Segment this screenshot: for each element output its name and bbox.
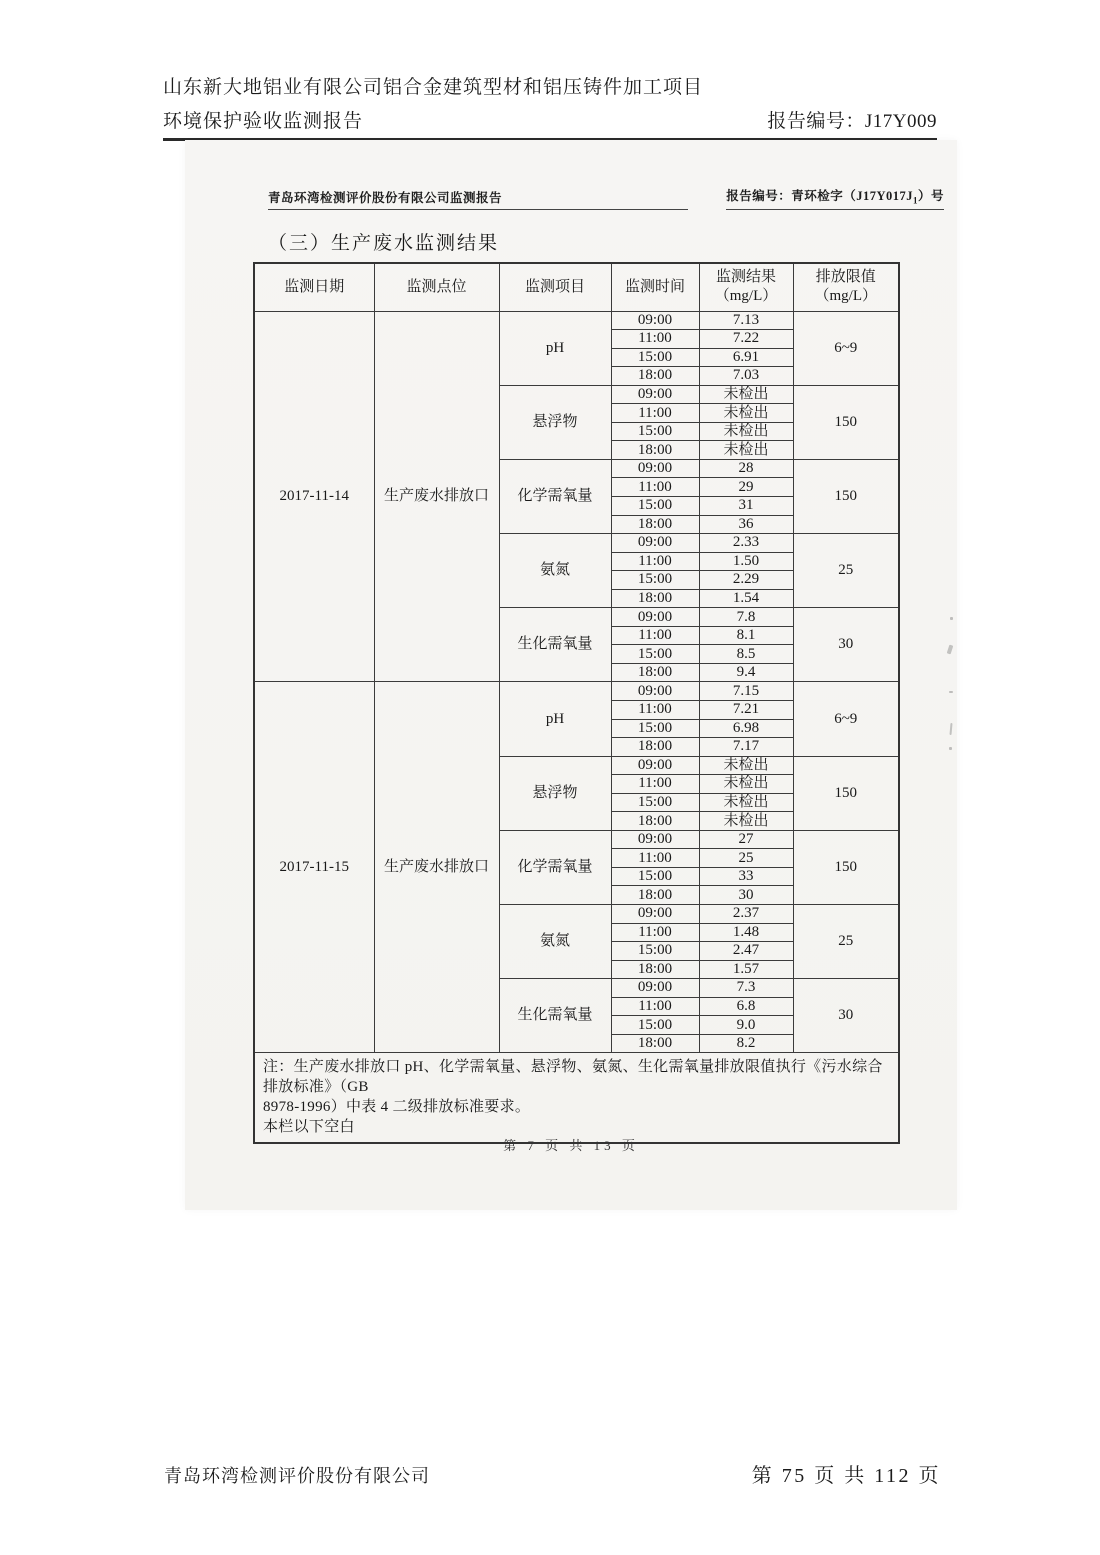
footer-page-info: 第 75 页 共 112 页	[751, 1465, 941, 1487]
result-cell: 2.47	[699, 942, 793, 961]
result-cell: 1.50	[699, 552, 793, 571]
note-row	[254, 1053, 899, 1144]
limit-cell: 150	[793, 385, 899, 459]
time-cell: 09:00	[611, 385, 699, 404]
result-cell: 6.8	[699, 997, 793, 1016]
result-cell: 9.0	[699, 1016, 793, 1035]
time-cell: 15:00	[611, 942, 699, 961]
time-cell: 11:00	[611, 997, 699, 1016]
result-cell: 28	[699, 459, 793, 478]
parameter-cell: 生化需氧量	[499, 979, 611, 1053]
time-cell: 15:00	[611, 867, 699, 886]
time-cell: 09:00	[611, 905, 699, 924]
result-cell: 1.57	[699, 960, 793, 979]
parameter-cell: 氨氮	[499, 905, 611, 979]
time-cell: 09:00	[611, 311, 699, 330]
time-cell: 18:00	[611, 367, 699, 386]
time-cell: 11:00	[611, 552, 699, 571]
column-header: 监测点位	[374, 263, 499, 311]
time-cell: 15:00	[611, 719, 699, 738]
time-cell: 18:00	[611, 589, 699, 608]
time-cell: 18:00	[611, 441, 699, 460]
limit-cell: 6~9	[793, 682, 899, 756]
parameter-cell: 化学需氧量	[499, 830, 611, 904]
result-cell: 7.03	[699, 367, 793, 386]
result-cell: 6.98	[699, 719, 793, 738]
scan-page-number: 第 7 页 共 13 页	[503, 1138, 639, 1153]
result-cell: 未检出	[699, 812, 793, 831]
time-cell: 09:00	[611, 682, 699, 701]
time-cell: 11:00	[611, 775, 699, 794]
location-cell: 生产废水排放口	[374, 682, 499, 1053]
result-cell: 2.37	[699, 905, 793, 924]
section-title: （三）生产废水监测结果	[268, 233, 500, 254]
time-cell: 11:00	[611, 923, 699, 942]
result-cell: 未检出	[699, 404, 793, 423]
table-footer	[254, 1053, 899, 1144]
table-header	[254, 263, 899, 311]
limit-cell: 150	[793, 459, 899, 533]
parameter-cell: 悬浮物	[499, 385, 611, 459]
scan-artifact	[949, 747, 952, 750]
scan-artifact	[950, 617, 953, 620]
result-cell: 2.33	[699, 534, 793, 553]
time-cell: 11:00	[611, 478, 699, 497]
time-cell: 18:00	[611, 515, 699, 534]
scan-report-number-subscript: 1	[912, 195, 918, 206]
result-cell: 未检出	[699, 422, 793, 441]
result-cell: 1.48	[699, 923, 793, 942]
result-cell: 2.29	[699, 571, 793, 590]
column-header: 监测时间	[611, 263, 699, 311]
limit-cell: 30	[793, 979, 899, 1053]
location-cell: 生产废水排放口	[374, 311, 499, 682]
scan-report-number-prefix: 报告编号：青环检字（J17Y017J	[726, 189, 913, 203]
result-cell: 1.54	[699, 589, 793, 608]
result-cell: 36	[699, 515, 793, 534]
result-cell: 7.13	[699, 311, 793, 330]
column-header: 排放限值 （mg/L）	[793, 263, 899, 311]
limit-cell: 25	[793, 905, 899, 979]
time-cell: 11:00	[611, 626, 699, 645]
limit-cell: 6~9	[793, 311, 899, 385]
limit-cell: 150	[793, 756, 899, 830]
scan-report-number	[726, 186, 944, 210]
result-cell: 29	[699, 478, 793, 497]
result-cell: 7.15	[699, 682, 793, 701]
date-cell: 2017-11-14	[254, 311, 374, 682]
result-cell: 未检出	[699, 385, 793, 404]
parameter-cell: pH	[499, 682, 611, 756]
time-cell: 15:00	[611, 1016, 699, 1035]
result-cell: 25	[699, 849, 793, 868]
time-cell: 11:00	[611, 404, 699, 423]
scan-artifact	[949, 723, 952, 735]
report-number: 报告编号：J17Y009	[767, 111, 937, 132]
report-type-title: 环境保护验收监测报告	[163, 111, 364, 132]
result-cell: 27	[699, 830, 793, 849]
limit-cell: 30	[793, 608, 899, 682]
wastewater-monitoring-table	[253, 262, 900, 1144]
result-cell: 未检出	[699, 793, 793, 812]
note-line-3: 本栏以下空白	[263, 1119, 355, 1136]
column-header: 监测项目	[499, 263, 611, 311]
time-cell: 11:00	[611, 700, 699, 719]
limit-cell: 150	[793, 830, 899, 904]
time-cell: 18:00	[611, 960, 699, 979]
result-cell: 8.2	[699, 1034, 793, 1053]
time-cell: 11:00	[611, 849, 699, 868]
time-cell: 11:00	[611, 330, 699, 349]
time-cell: 09:00	[611, 979, 699, 998]
result-cell: 9.4	[699, 663, 793, 682]
parameter-cell: 悬浮物	[499, 756, 611, 830]
result-cell: 8.5	[699, 645, 793, 664]
result-cell: 未检出	[699, 441, 793, 460]
time-cell: 09:00	[611, 459, 699, 478]
time-cell: 15:00	[611, 645, 699, 664]
time-cell: 18:00	[611, 886, 699, 905]
footer-company: 青岛环湾检测评价股份有限公司	[164, 1466, 430, 1486]
parameter-cell: pH	[499, 311, 611, 385]
result-cell: 7.3	[699, 979, 793, 998]
result-cell: 未检出	[699, 775, 793, 794]
table-row	[254, 311, 899, 330]
note-line-2: 8978-1996）中表 4 二级排放标准要求。	[263, 1099, 531, 1116]
result-cell: 7.17	[699, 738, 793, 757]
table-row	[254, 682, 899, 701]
column-header: 监测日期	[254, 263, 374, 311]
time-cell: 18:00	[611, 738, 699, 757]
result-cell: 7.21	[699, 700, 793, 719]
result-cell: 31	[699, 496, 793, 515]
time-cell: 15:00	[611, 793, 699, 812]
time-cell: 09:00	[611, 830, 699, 849]
time-cell: 18:00	[611, 812, 699, 831]
date-cell: 2017-11-15	[254, 682, 374, 1053]
result-cell: 7.22	[699, 330, 793, 349]
table-header-row	[254, 263, 899, 311]
result-cell: 6.91	[699, 348, 793, 367]
result-cell: 7.8	[699, 608, 793, 627]
time-cell: 15:00	[611, 496, 699, 515]
time-cell: 09:00	[611, 534, 699, 553]
time-cell: 09:00	[611, 608, 699, 627]
parameter-cell: 生化需氧量	[499, 608, 611, 682]
table-body	[254, 311, 899, 1053]
result-cell: 未检出	[699, 756, 793, 775]
project-title: 山东新大地铝业有限公司铝合金建筑型材和铝压铸件加工项目	[163, 77, 704, 98]
scan-artifact	[949, 691, 953, 693]
time-cell: 15:00	[611, 571, 699, 590]
scan-company-title: 青岛环湾检测评价股份有限公司监测报告	[268, 188, 688, 210]
time-cell: 15:00	[611, 348, 699, 367]
scan-artifact	[947, 645, 954, 655]
scan-report-number-suffix: ）号	[917, 189, 944, 203]
scanned-report-page	[185, 140, 957, 1210]
scan-header	[185, 186, 957, 210]
time-cell: 18:00	[611, 1034, 699, 1053]
result-cell: 8.1	[699, 626, 793, 645]
time-cell: 18:00	[611, 663, 699, 682]
document-header	[163, 72, 937, 141]
time-cell: 09:00	[611, 756, 699, 775]
result-cell: 30	[699, 886, 793, 905]
result-cell: 33	[699, 867, 793, 886]
parameter-cell: 氨氮	[499, 534, 611, 608]
note-cell	[254, 1053, 899, 1144]
note-line-1: 注：生产废水排放口 pH、化学需氧量、悬浮物、氨氮、生化需氧量排放限值执行《污水综合排放标准》（GB	[263, 1059, 883, 1096]
time-cell: 15:00	[611, 422, 699, 441]
parameter-cell: 化学需氧量	[499, 459, 611, 533]
column-header: 监测结果 （mg/L）	[699, 263, 793, 311]
limit-cell: 25	[793, 534, 899, 608]
